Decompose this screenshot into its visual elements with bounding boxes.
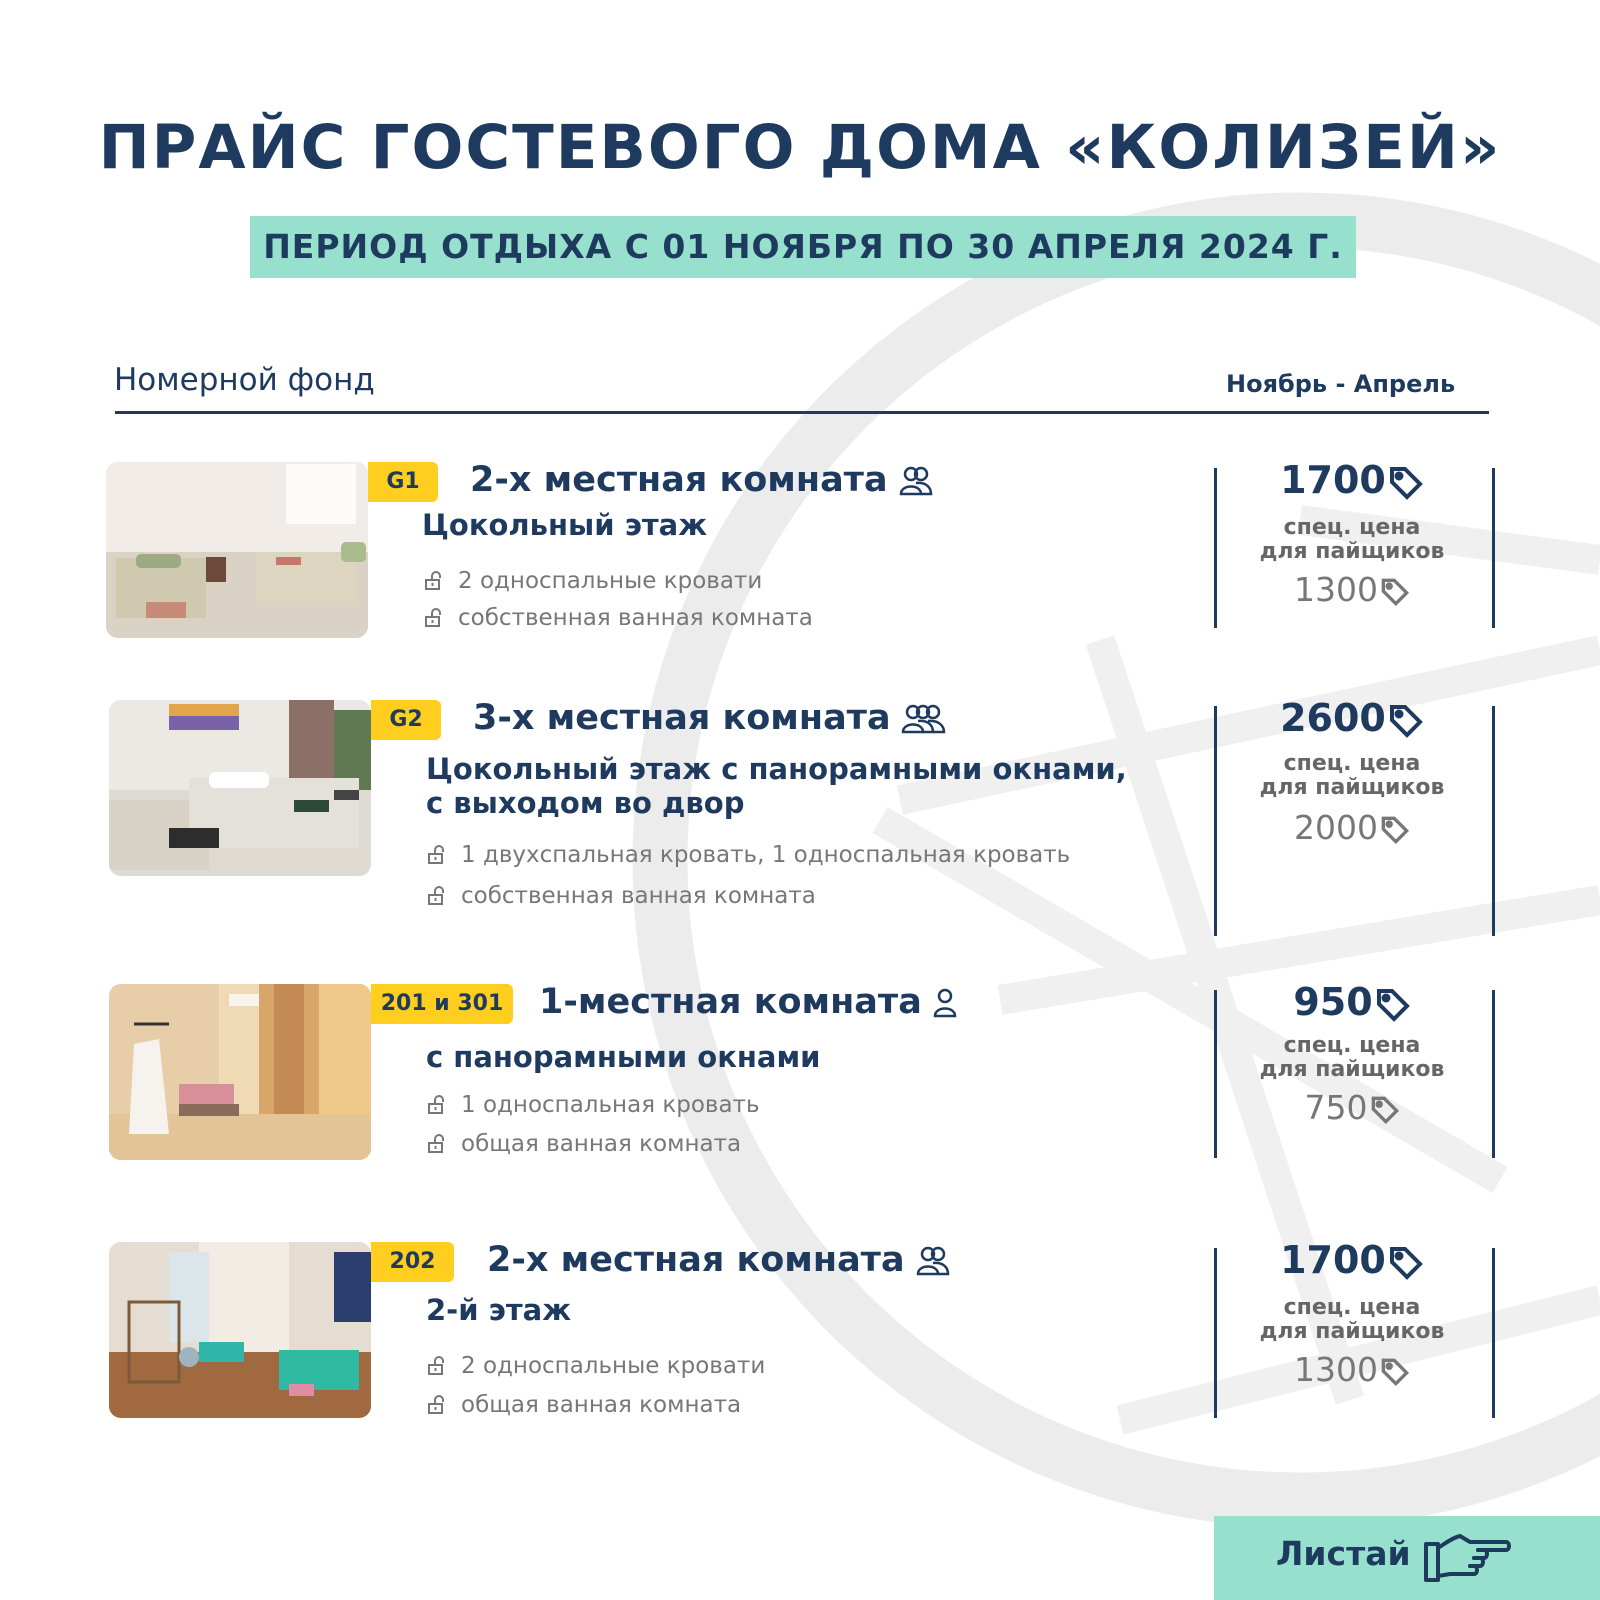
member-price-label: для пайщиков <box>1259 1057 1445 1082</box>
room-price: 2600 <box>1212 696 1492 740</box>
room-subtitle: 2-й этаж <box>426 1293 572 1327</box>
lock-icon <box>427 845 447 865</box>
member-price: 1300 <box>1212 570 1492 609</box>
price-column-divider <box>1492 1248 1495 1418</box>
lock-icon <box>427 886 447 906</box>
member-price-label: спец. цена <box>1283 515 1421 540</box>
price-column-divider <box>1492 990 1495 1158</box>
room-feature: собственная ванная комната <box>424 605 813 631</box>
room-title <box>473 698 947 738</box>
page-title: ПРАЙС ГОСТЕВОГО ДОМА «КОЛИЗЕЙ» <box>98 112 1502 183</box>
room-subtitle: с панорамными окнами <box>426 1040 821 1074</box>
price-tag-icon <box>1375 987 1411 1023</box>
member-price: 2000 <box>1212 808 1492 847</box>
room-photo <box>109 700 371 876</box>
room-fund-label: Номерной фонд <box>114 362 375 398</box>
room-title-text: 3-х местная комната <box>473 698 891 738</box>
room-subtitle: с выходом во двор <box>426 786 745 820</box>
room-number-badge: 201 и 301 <box>371 984 513 1024</box>
room-feature: 1 двухспальная кровать, 1 односпальная кровать <box>427 842 1070 868</box>
one-person-icon <box>932 987 958 1019</box>
pointing-hand-icon <box>1422 1530 1512 1586</box>
room-feature: общая ванная комната <box>427 1392 741 1418</box>
room-subtitle: Цокольный этаж <box>422 508 708 542</box>
room-photo <box>106 462 368 638</box>
member-price: 1300 <box>1212 1350 1492 1389</box>
room-photo <box>109 1242 371 1418</box>
season-label: Ноябрь - Апрель <box>1226 370 1456 398</box>
lock-icon <box>427 1395 447 1415</box>
two-people-icon <box>898 465 934 497</box>
room-price: 1700 <box>1212 1238 1492 1282</box>
room-feature: общая ванная комната <box>427 1131 741 1157</box>
room-title <box>539 982 958 1022</box>
price-tag-icon <box>1388 1245 1424 1281</box>
swipe-label: Листай <box>1276 1534 1411 1573</box>
room-title-text: 1-местная комната <box>539 982 922 1022</box>
room-number-badge: G1 <box>368 462 438 502</box>
lock-icon <box>427 1095 447 1115</box>
lock-icon <box>424 571 444 591</box>
room-number-badge: G2 <box>371 700 441 740</box>
price-tag-icon <box>1388 465 1424 501</box>
room-title-text: 2-х местная комната <box>487 1240 905 1280</box>
room-feature: 1 односпальная кровать <box>427 1092 760 1118</box>
room-title <box>487 1240 951 1280</box>
header-divider <box>115 411 1489 414</box>
room-price: 1700 <box>1212 458 1492 502</box>
price-column-divider <box>1492 706 1495 936</box>
room-subtitle: Цокольный этаж с панорамными окнами, <box>426 752 1127 786</box>
room-feature: 2 односпальные кровати <box>427 1353 765 1379</box>
lock-icon <box>427 1134 447 1154</box>
three-people-icon <box>901 703 947 735</box>
lock-icon <box>427 1356 447 1376</box>
room-title-text: 2-х местная комната <box>470 460 888 500</box>
price-block <box>1212 696 1492 847</box>
room-price: 950 <box>1212 980 1492 1024</box>
room-feature: 2 односпальные кровати <box>424 568 762 594</box>
swipe-button[interactable] <box>1214 1516 1600 1600</box>
price-block <box>1212 1238 1492 1389</box>
member-price-label: спец. цена <box>1283 1033 1421 1058</box>
two-people-icon <box>915 1245 951 1277</box>
room-number-badge: 202 <box>371 1242 454 1282</box>
price-tag-icon <box>1380 815 1410 845</box>
lock-icon <box>424 608 444 628</box>
price-tag-icon <box>1370 1095 1400 1125</box>
room-feature: собственная ванная комната <box>427 883 816 909</box>
price-tag-icon <box>1380 1357 1410 1387</box>
member-price-label: для пайщиков <box>1259 539 1445 564</box>
member-price-label: для пайщиков <box>1259 1319 1445 1344</box>
room-photo <box>109 984 371 1160</box>
member-price-label: спец. цена <box>1283 751 1421 776</box>
price-tag-icon <box>1388 703 1424 739</box>
price-tag-icon <box>1380 577 1410 607</box>
price-block <box>1212 980 1492 1127</box>
price-column-divider <box>1492 468 1495 628</box>
member-price: 750 <box>1212 1088 1492 1127</box>
room-title <box>470 460 934 500</box>
price-block <box>1212 458 1492 609</box>
period-banner: ПЕРИОД ОТДЫХА С 01 НОЯБРЯ ПО 30 АПРЕЛЯ 2024 Г. <box>250 216 1356 278</box>
member-price-label: спец. цена <box>1283 1295 1421 1320</box>
member-price-label: для пайщиков <box>1259 775 1445 800</box>
